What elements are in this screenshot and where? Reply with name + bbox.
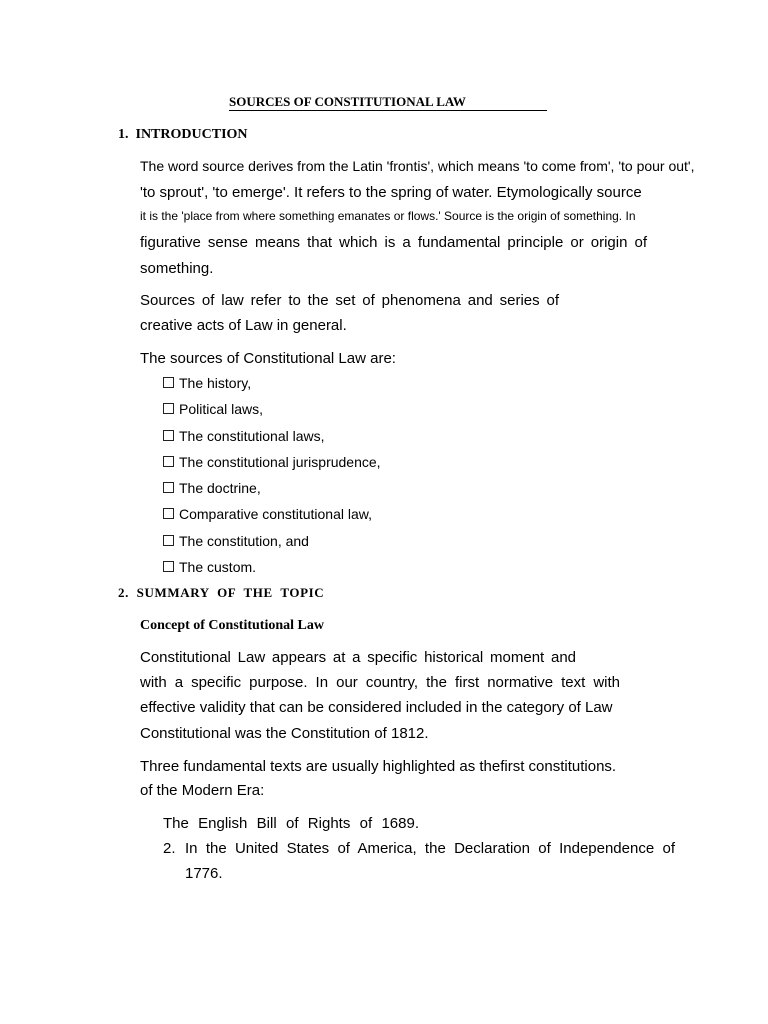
page-title: SOURCES OF CONSTITUTIONAL LAW bbox=[229, 94, 547, 111]
checkbox-glyph-icon bbox=[163, 403, 174, 414]
list-item-label: Political laws, bbox=[179, 401, 264, 417]
intro-paragraph-line-1: The word source derives from the Latin 'frontis', which means 'to come from', 'to pour out', bbox=[140, 158, 695, 174]
section-1-title: INTRODUCTION bbox=[135, 127, 248, 142]
checkbox-glyph-icon bbox=[163, 377, 174, 388]
sources-list-intro: The sources of Constitutional Law are: bbox=[140, 350, 396, 367]
concept-paragraph-line-4: Constitutional was the Constitution of 1812. bbox=[140, 725, 429, 742]
section-1-heading bbox=[118, 127, 248, 143]
list-item-label: The constitutional laws, bbox=[179, 428, 325, 444]
sources-paragraph-line-1: Sources of law refer to the set of phenomena and series of bbox=[140, 292, 559, 309]
list-item-label: The custom. bbox=[179, 559, 257, 575]
list-item bbox=[163, 559, 256, 576]
list-item bbox=[163, 428, 325, 445]
checkbox-glyph-icon bbox=[163, 482, 174, 493]
section-2-heading bbox=[118, 585, 324, 600]
list-item-label: The constitutional jurisprudence, bbox=[179, 454, 381, 470]
list-item-label: The constitution, and bbox=[179, 533, 309, 549]
texts-paragraph-line-1: Three fundamental texts are usually highlighted as thefirst constitutions. bbox=[140, 758, 617, 775]
numbered-item-2-line-2: 1776. bbox=[185, 865, 223, 882]
list-item bbox=[163, 375, 251, 392]
texts-paragraph-line-2: of the Modern Era: bbox=[140, 782, 265, 799]
list-item bbox=[163, 401, 263, 418]
checkbox-glyph-icon bbox=[163, 508, 174, 519]
intro-paragraph-line-3: it is the 'place from where something emanates or flows.' Source is the origin of something. In bbox=[140, 209, 636, 223]
list-item-label: The history, bbox=[179, 375, 252, 391]
concept-subheading: Concept of Constitutional Law bbox=[140, 618, 324, 633]
intro-paragraph-line-5: something. bbox=[140, 260, 214, 277]
checkbox-glyph-icon bbox=[163, 456, 174, 467]
concept-paragraph-line-2: with a specific purpose. In our country, the first normative text with bbox=[140, 674, 620, 691]
concept-paragraph-line-1: Constitutional Law appears at a specific historical moment and bbox=[140, 649, 576, 666]
sources-paragraph-line-2: creative acts of Law in general. bbox=[140, 317, 347, 334]
numbered-item-1: The English Bill of Rights of 1689. bbox=[163, 815, 419, 832]
list-item-label: Comparative constitutional law, bbox=[179, 506, 372, 522]
checkbox-glyph-icon bbox=[163, 430, 174, 441]
list-item bbox=[163, 454, 381, 471]
list-item bbox=[163, 506, 372, 523]
concept-paragraph-line-3: effective validity that can be considered included in the category of Law bbox=[140, 699, 613, 716]
section-2-title: SUMMARY OF THE TOPIC bbox=[136, 585, 325, 600]
checkbox-glyph-icon bbox=[163, 535, 174, 546]
section-1-number: 1. bbox=[118, 127, 129, 142]
list-item bbox=[163, 533, 309, 550]
numbered-item-2-number: 2. bbox=[163, 840, 176, 857]
section-2-number: 2. bbox=[118, 585, 129, 600]
intro-paragraph-line-4: figurative sense means that which is a fundamental principle or origin of bbox=[140, 234, 647, 251]
numbered-item-2-line-1: In the United States of America, the Declaration of Independence of bbox=[185, 840, 675, 857]
list-item bbox=[163, 480, 261, 497]
intro-paragraph-line-2: 'to sprout', 'to emerge'. It refers to the spring of water. Etymologically source bbox=[140, 184, 642, 201]
list-item-label: The doctrine, bbox=[179, 480, 261, 496]
checkbox-glyph-icon bbox=[163, 561, 174, 572]
